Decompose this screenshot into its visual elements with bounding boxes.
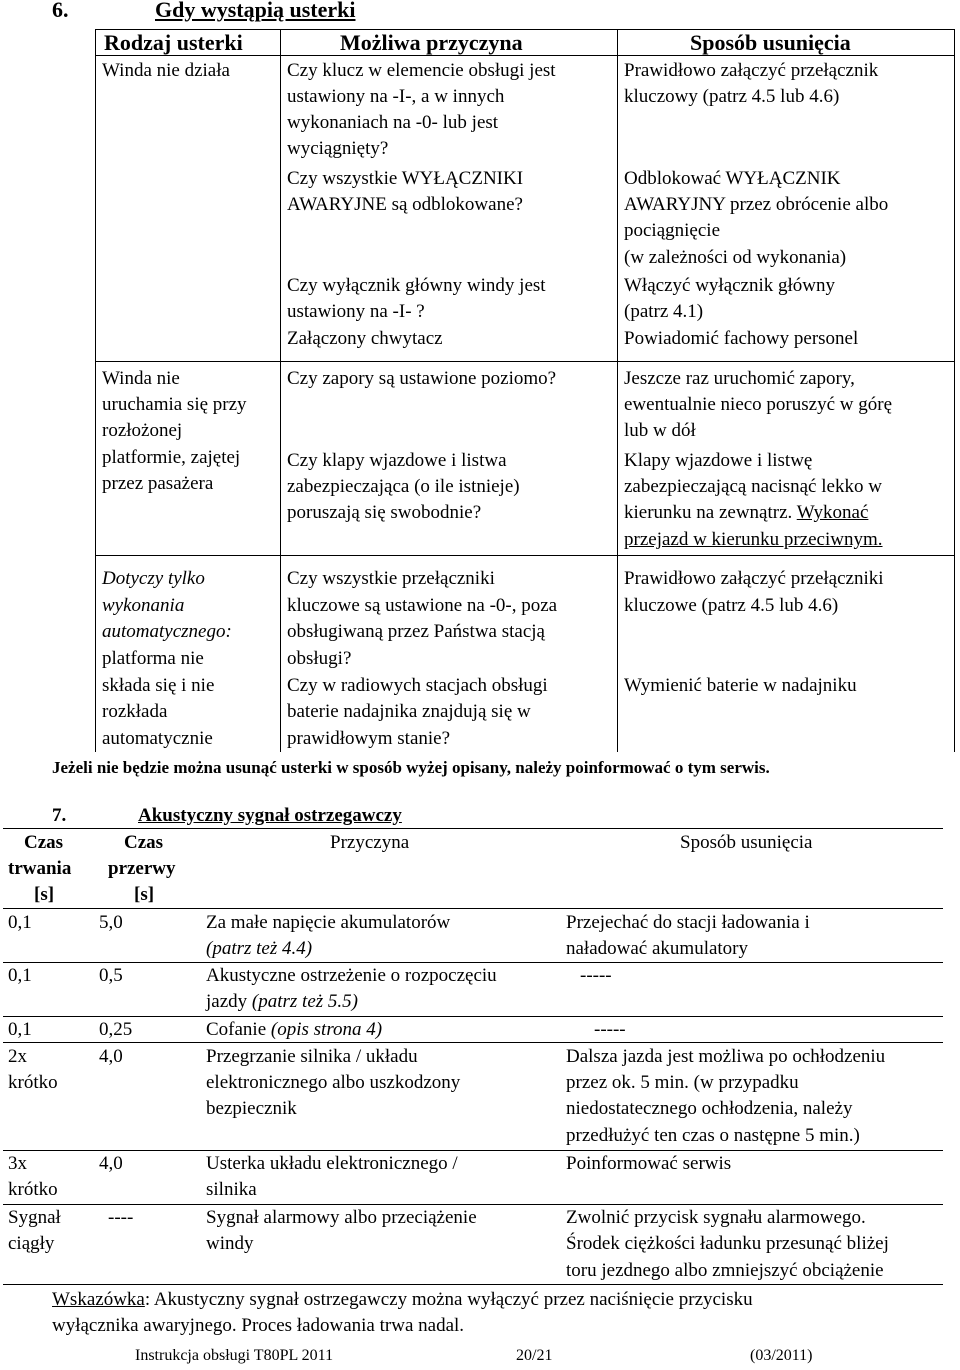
t7-r1-fix-l1: Przejechać do stacji ładowania i	[566, 912, 810, 933]
t7-r6-cause-l2: windy	[206, 1233, 254, 1254]
section-7-hint-l1	[52, 1287, 753, 1313]
t6-r2-fix1-l3: lub w dół	[624, 420, 696, 441]
t7-r3-cause-wrap	[206, 1017, 382, 1043]
t7-r6-fix-l2: Środek ciężkości ładunku przesunąć bliżej	[566, 1233, 889, 1254]
t6-r1-cause3-l1: Czy wyłącznik główny windy jest	[287, 275, 546, 296]
hint-text: : Akustyczny sygnał ostrzegawczy można wyłączyć przez naciśnięcie przycisku	[144, 1289, 753, 1310]
t7-r3-pause: 0,25	[99, 1019, 133, 1040]
t7-r4-duration-l2: krótko	[8, 1072, 58, 1093]
t7-r1-cause-l1: Za małe napięcie akumulatorów	[206, 912, 451, 933]
t6-r1-cause2-l1: Czy wszystkie WYŁĄCZNIKI	[287, 168, 524, 189]
t7-header-duration-l1: Czas	[24, 832, 64, 853]
t7-r1-duration: 0,1	[8, 912, 32, 933]
t7-header-pause-l1: Czas	[124, 832, 164, 853]
t6-r1-fix3-l1: Włączyć wyłącznik główny	[624, 275, 836, 296]
t7-row4-border	[3, 1150, 943, 1151]
t7-r2-fix: -----	[580, 965, 612, 986]
t6-r2-type-l3: rozłożonej	[102, 420, 183, 441]
t7-r1-pause: 5,0	[99, 912, 123, 933]
t7-r2-pause: 0,5	[99, 965, 123, 986]
section-6-title: Gdy wystąpią usterki	[155, 0, 356, 22]
t7-r4-fix-l1: Dalsza jazda jest możliwa po ochłodzeniu	[566, 1046, 886, 1067]
t7-r3-cause: Cofanie	[206, 1019, 267, 1040]
t6-r3-fix1-l2: kluczowe (patrz 4.5 lub 4.6)	[624, 595, 839, 616]
t6-r1-fix2-l1: Odblokować WYŁĄCZNIK	[624, 168, 841, 189]
t6-r1-type: Winda nie działa	[102, 60, 230, 81]
t6-r2-cause2-l3: poruszają się swobodnie?	[287, 502, 482, 523]
t6-r3-type-l5: składa się i nie	[102, 675, 215, 696]
t6-r3-type-l1: Dotyczy tylko	[102, 568, 205, 589]
t7-header-border	[3, 908, 943, 909]
section-6-note: Jeżeli nie będzie można usunąć usterki w sposób wyżej opisany, należy poinformować o tym serwis.	[52, 758, 770, 777]
t6-row2-border	[95, 555, 955, 556]
footer-page: 20/21	[516, 1347, 553, 1364]
t7-r5-duration-l1: 3x	[8, 1153, 27, 1174]
t7-r4-duration-l1: 2x	[8, 1046, 27, 1067]
t6-r1-cause1-l2: ustawiony na -I-, a w innych	[287, 86, 505, 107]
t6-col-divider-1	[280, 29, 281, 752]
t6-col-divider-2	[617, 29, 618, 752]
t7-r4-fix-l2: przez ok. 5 min. (w przypadku	[566, 1072, 799, 1093]
section-7-number: 7.	[52, 805, 67, 826]
t7-r2-cause-l1: Akustyczne ostrzeżenie o rozpoczęciu	[206, 965, 497, 986]
footer-date: (03/2011)	[750, 1347, 813, 1364]
t6-r2-fix2-l3-text: kierunku na zewnątrz.	[624, 502, 793, 523]
t6-r2-type-l5: przez pasażera	[102, 473, 214, 494]
t7-r6-cause-l1: Sygnał alarmowy albo przeciążenie	[206, 1207, 477, 1228]
t6-r2-type-l2: uruchamia się przy	[102, 394, 247, 415]
hint-label: Wskazówka	[52, 1289, 145, 1310]
t7-r6-fix-l3: toru jezdnego albo zmniejszyć obciążenie	[566, 1260, 884, 1281]
t6-row1-border	[95, 361, 955, 362]
t7-r2-cause-l2-wrap	[206, 989, 358, 1015]
t7-r6-fix-l1: Zwolnić przycisk sygnału alarmowego.	[566, 1207, 866, 1228]
t6-r1-cause3-l2: ustawiony na -I- ?	[287, 301, 425, 322]
t7-row2-border	[3, 1016, 943, 1017]
section-7-hint-l2: wyłącznika awaryjnego. Proces ładowania trwa nadal.	[52, 1315, 465, 1336]
t6-r3-cause1-l3: obsługiwaną przez Państwa stacją	[287, 621, 545, 642]
footer-title: Instrukcja obsługi T80PL 2011	[135, 1347, 334, 1364]
t7-header-duration-l2: trwania	[8, 858, 72, 879]
t7-r2-duration: 0,1	[8, 965, 32, 986]
t7-row3-border	[3, 1042, 943, 1043]
t7-r3-cause-italic: (opis strona 4)	[270, 1019, 383, 1040]
t7-r3-fix: -----	[594, 1019, 626, 1040]
t6-r2-type-l1: Winda nie	[102, 368, 180, 389]
t7-r4-cause-l2: elektronicznego albo uszkodzony	[206, 1072, 461, 1093]
t6-r3-cause2-l1: Czy w radiowych stacjach obsługi	[287, 675, 548, 696]
t6-r2-fix1-l1: Jeszcze raz uruchomić zapory,	[624, 368, 855, 389]
t6-r3-cause2-l3: prawidłowym stanie?	[287, 728, 451, 749]
t7-r4-fix-l4: przedłużyć ten czas o następne 5 min.)	[566, 1125, 860, 1146]
t6-r2-fix2-l1: Klapy wjazdowe i listwę	[624, 450, 813, 471]
t6-r3-fix2-l1: Wymienić baterie w nadajniku	[624, 675, 857, 696]
t6-r3-cause1-l2: kluczowe są ustawione na -0-, poza	[287, 595, 558, 616]
t6-r1-fix3-l2: (patrz 4.1)	[624, 301, 704, 322]
t6-r1-fix2-l2: AWARYJNY przez obrócenie albo	[624, 194, 889, 215]
t7-r5-fix-l1: Poinformować serwis	[566, 1153, 732, 1174]
t7-r4-fix-l3: niedostatecznego ochłodzenia, należy	[566, 1098, 853, 1119]
t6-r3-type-l6: rozkłada	[102, 701, 168, 722]
t7-r1-cause-italic: (patrz też 4.4)	[206, 938, 313, 959]
t7-r5-cause-l2: silnika	[206, 1179, 257, 1200]
t6-r3-type-l3: automatycznego:	[102, 621, 232, 642]
t6-r2-fix3-l2: przejazd w kierunku przeciwnym.	[624, 529, 883, 550]
t7-r4-cause-l1: Przegrzanie silnika / układu	[206, 1046, 418, 1067]
t6-r1-cause4-l1: Załączony chwytacz	[287, 328, 443, 349]
t7-r5-duration-l2: krótko	[8, 1179, 58, 1200]
t6-r1-fix1-l1: Prawidłowo załączyć przełącznik	[624, 60, 879, 81]
t6-r2-fix3-l1: Wykonać	[796, 502, 869, 523]
t7-r5-cause-l1: Usterka układu elektronicznego /	[206, 1153, 458, 1174]
t6-r1-cause1-l4: wyciągnięty?	[287, 138, 389, 159]
t6-r3-type-l4: platforma nie	[102, 648, 204, 669]
t6-r2-cause2-l2: zabezpieczająca (o ile istnieje)	[287, 476, 520, 497]
t7-r2-cause-l2: jazdy	[206, 991, 248, 1012]
t6-r2-cause1-l1: Czy zapory są ustawione poziomo?	[287, 368, 557, 389]
t7-bottom-border	[3, 1284, 943, 1285]
t7-r5-pause: 4,0	[99, 1153, 123, 1174]
t6-r2-type-l4: platformie, zajętej	[102, 447, 241, 468]
t6-r1-fix2-l4: (w zależności od wykonania)	[624, 247, 847, 268]
t6-left-border	[95, 29, 96, 752]
t6-right-border	[954, 29, 955, 752]
t7-r4-pause: 4,0	[99, 1046, 123, 1067]
t7-r4-cause-l3: bezpiecznik	[206, 1098, 297, 1119]
t7-header-cause: Przyczyna	[330, 832, 410, 853]
t6-r2-fix2-l2: zabezpieczającą nacisnąć lekko w	[624, 476, 882, 497]
t6-r3-cause1-l4: obsługi?	[287, 648, 352, 669]
t6-r3-type-l7: automatycznie	[102, 728, 213, 749]
section-7-title: Akustyczny sygnał ostrzegawczy	[138, 805, 402, 826]
t7-r6-duration-l1: Sygnał	[8, 1207, 61, 1228]
t7-top-border	[3, 828, 943, 829]
t6-r3-type-l2: wykonania	[102, 595, 185, 616]
t6-r1-fix1-l2: kluczowy (patrz 4.5 lub 4.6)	[624, 86, 840, 107]
t6-r1-cause2-l2: AWARYJNE są odblokowane?	[287, 194, 523, 215]
t6-header-cause: Możliwa przyczyna	[340, 30, 523, 55]
t6-r2-fix1-l2: ewentualnie nieco poruszyć w górę	[624, 394, 893, 415]
t7-header-pause-l3: [s]	[134, 884, 155, 905]
t6-r1-cause1-l1: Czy klucz w elemencie obsługi jest	[287, 60, 556, 81]
t6-header-fix: Sposób usunięcia	[690, 30, 851, 55]
t6-r2-cause2-l1: Czy klapy wjazdowe i listwa	[287, 450, 507, 471]
t6-r3-cause1-l1: Czy wszystkie przełączniki	[287, 568, 495, 589]
t7-r2-cause-italic: (patrz też 5.5)	[251, 991, 358, 1012]
t6-r2-fix2-l3	[624, 500, 868, 526]
t6-r3-cause2-l2: baterie nadajnika znajdują się w	[287, 701, 531, 722]
t7-r6-duration-l2: ciągły	[8, 1233, 55, 1254]
t7-header-pause-l2: przerwy	[108, 858, 176, 879]
t7-r1-fix-l2: naładować akumulatory	[566, 938, 749, 959]
t6-r1-cause1-l3: wykonaniach na -0- lub jest	[287, 112, 499, 133]
section-6-number: 6.	[52, 0, 69, 22]
t6-r3-fix1-l1: Prawidłowo załączyć przełączniki	[624, 568, 884, 589]
t6-r1-fix2-l3: pociągnięcie	[624, 220, 721, 241]
t7-r3-duration: 0,1	[8, 1019, 32, 1040]
t6-header-type: Rodzaj usterki	[104, 30, 243, 55]
t7-header-duration-l3: [s]	[34, 884, 55, 905]
t7-r6-pause: ----	[108, 1207, 134, 1228]
t7-header-fix: Sposób usunięcia	[680, 832, 813, 853]
t6-r1-fix4-l1: Powiadomić fachowy personel	[624, 328, 859, 349]
